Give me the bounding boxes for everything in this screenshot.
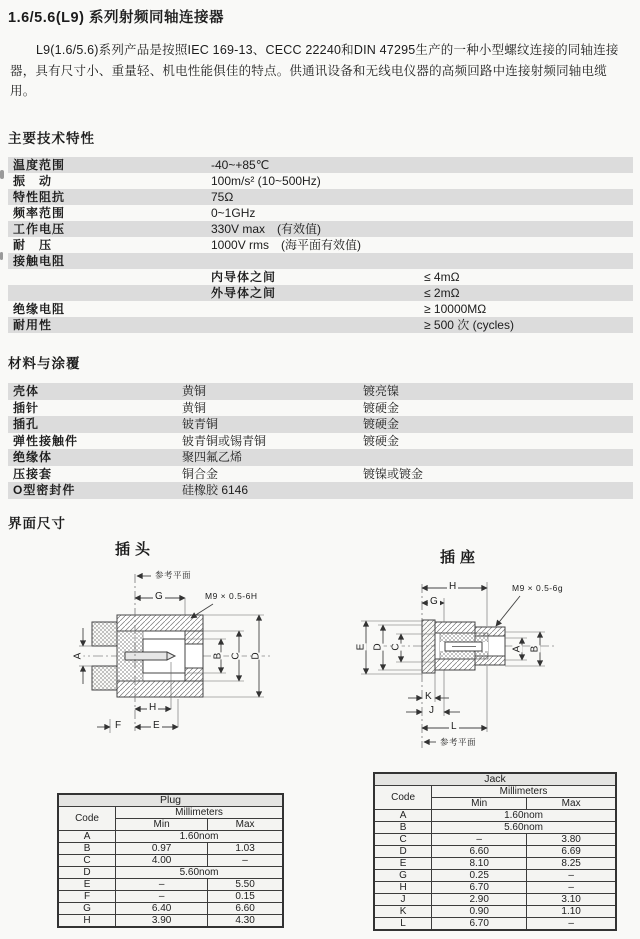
spec-label bbox=[13, 285, 211, 301]
spec-value bbox=[211, 301, 424, 317]
table-row: B 0.97 1.03 bbox=[58, 843, 283, 855]
jack-dim-b: B bbox=[529, 645, 541, 653]
spec-label: 接触电阻 bbox=[13, 254, 66, 268]
scan-artifact bbox=[0, 170, 4, 179]
page-title: 1.6/5.6(L9) 系列射频同轴连接器 bbox=[8, 10, 224, 26]
plug-dim-b: B bbox=[212, 652, 224, 660]
jack-dim-j: J bbox=[429, 705, 434, 716]
plug-dim-f: F bbox=[115, 720, 122, 731]
spec-limit bbox=[424, 253, 633, 269]
spec-label bbox=[13, 269, 211, 285]
plug-dim-c: C bbox=[230, 652, 242, 660]
spec-value: 内导体之间 bbox=[211, 270, 277, 284]
jack-col-mm: Millimeters bbox=[432, 786, 616, 798]
table-row: H 3.90 4.30 bbox=[58, 915, 283, 928]
plug-col-mm: Millimeters bbox=[116, 807, 283, 819]
table-row: D 6.60 6.69 bbox=[374, 846, 616, 858]
material-plating: 镀硬金 bbox=[363, 400, 400, 415]
jack-dim-g: G bbox=[430, 596, 438, 607]
material-row bbox=[8, 466, 633, 483]
material-name: 黄铜 bbox=[182, 400, 207, 415]
table-row: E – 5.50 bbox=[58, 879, 283, 891]
spec-row bbox=[8, 237, 633, 253]
plug-dim-g: G bbox=[155, 591, 163, 602]
spec-row bbox=[8, 269, 633, 285]
table-row: G 0.25 – bbox=[374, 870, 616, 882]
spec-row bbox=[8, 317, 633, 333]
spec-value: 0~1GHz bbox=[211, 206, 256, 220]
table-row: E 8.10 8.25 bbox=[374, 858, 616, 870]
plug-drawing-canvas bbox=[55, 536, 335, 786]
table-row: A 1.60nom bbox=[374, 810, 616, 822]
interface-heading: 界面尺寸 bbox=[8, 516, 66, 531]
material-part: 弹性接触件 bbox=[13, 433, 79, 448]
table-row: L 6.70 – bbox=[374, 918, 616, 931]
spec-label: 耐用性 bbox=[13, 318, 53, 332]
jack-dim-a: A bbox=[511, 645, 523, 653]
material-name: 铜合金 bbox=[182, 466, 219, 481]
jack-table-title: Jack bbox=[374, 773, 616, 786]
plug-col-code: Code bbox=[58, 807, 116, 831]
jack-col-code: Code bbox=[374, 786, 432, 810]
spec-limit: ≤ 4mΩ bbox=[424, 270, 460, 284]
spec-limit bbox=[424, 237, 633, 253]
material-part: 压接套 bbox=[13, 466, 53, 481]
jack-dim-d: D bbox=[372, 643, 384, 651]
material-name: 硅橡胶 6146 bbox=[182, 483, 249, 497]
table-row: B 5.60nom bbox=[374, 822, 616, 834]
spec-value: 外导体之间 bbox=[211, 286, 277, 300]
material-name: 铍青铜 bbox=[182, 417, 219, 431]
spec-label: 温度范围 bbox=[13, 158, 66, 172]
material-row bbox=[8, 433, 633, 450]
spec-value: 1000V rms (海平面有效值) bbox=[211, 238, 362, 252]
plug-col-min: Min bbox=[116, 819, 208, 831]
plug-thread-label: M9 × 0.5-6H bbox=[205, 591, 258, 601]
table-row: D 5.60nom bbox=[58, 867, 283, 879]
spec-table bbox=[8, 157, 633, 333]
spec-limit bbox=[424, 221, 633, 237]
material-plating bbox=[363, 482, 633, 499]
material-name: 铍青铜或锡青铜 bbox=[182, 433, 267, 448]
material-row bbox=[8, 400, 633, 417]
table-row: C – 3.80 bbox=[374, 834, 616, 846]
spec-row bbox=[8, 205, 633, 221]
spec-value: -40~+85℃ bbox=[211, 158, 270, 172]
spec-limit bbox=[424, 157, 633, 173]
jack-col-max: Max bbox=[527, 798, 616, 810]
jack-dim-e: E bbox=[355, 643, 367, 651]
jack-ref-plane-label: 参考平面 bbox=[440, 737, 477, 747]
spec-label: 频率范围 bbox=[13, 206, 66, 220]
jack-drawing-canvas bbox=[352, 542, 640, 777]
material-row bbox=[8, 416, 633, 433]
materials-table bbox=[8, 383, 633, 499]
plug-table-title: Plug bbox=[58, 794, 283, 807]
jack-dim-k: K bbox=[425, 691, 432, 702]
spec-row bbox=[8, 221, 633, 237]
material-name: 黄铜 bbox=[182, 384, 207, 398]
jack-dim-h: H bbox=[449, 581, 457, 592]
table-row: A 1.60nom bbox=[58, 831, 283, 843]
jack-col-min: Min bbox=[432, 798, 527, 810]
spec-value: 330V max (有效值) bbox=[211, 222, 322, 236]
material-plating bbox=[363, 449, 633, 466]
spec-row bbox=[8, 253, 633, 269]
table-row: H 6.70 – bbox=[374, 882, 616, 894]
plug-ref-plane-label: 参考平面 bbox=[155, 570, 192, 580]
spec-row bbox=[8, 189, 633, 205]
material-part: 壳体 bbox=[13, 384, 40, 398]
spec-value bbox=[211, 253, 424, 269]
plug-dim-a: A bbox=[72, 652, 84, 660]
spec-label: 特性阻抗 bbox=[13, 190, 66, 204]
table-row: C 4.00 – bbox=[58, 855, 283, 867]
spec-value bbox=[211, 317, 424, 333]
spec-limit: ≥ 10000MΩ bbox=[424, 302, 487, 316]
spec-row bbox=[8, 301, 633, 317]
spec-limit bbox=[424, 205, 633, 221]
material-name: 聚四氟乙烯 bbox=[182, 450, 243, 464]
spec-limit: ≤ 2mΩ bbox=[424, 286, 460, 300]
spec-limit bbox=[424, 189, 633, 205]
material-plating: 镀镍或镀金 bbox=[363, 466, 424, 481]
spec-row bbox=[8, 157, 633, 173]
plug-drawing-title: 插头 bbox=[115, 541, 156, 558]
table-row: G 6.40 6.60 bbox=[58, 903, 283, 915]
spec-value: 100m/s² (10~500Hz) bbox=[211, 174, 321, 188]
spec-row bbox=[8, 173, 633, 189]
spec-label: 工作电压 bbox=[13, 222, 66, 236]
spec-limit bbox=[424, 173, 633, 189]
jack-thread-label: M9 × 0.5-6g bbox=[512, 583, 564, 593]
spec-limit: ≥ 500 次 (cycles) bbox=[424, 318, 514, 332]
scan-artifact bbox=[0, 252, 3, 260]
spec-label: 绝缘电阻 bbox=[13, 302, 66, 316]
material-part: O型密封件 bbox=[13, 483, 76, 497]
plug-dim-d: D bbox=[250, 652, 262, 660]
spec-row bbox=[8, 285, 633, 301]
material-row bbox=[8, 383, 633, 400]
materials-heading: 材料与涂覆 bbox=[8, 356, 81, 371]
table-row: J 2.90 3.10 bbox=[374, 894, 616, 906]
intro-paragraph: L9(1.6/5.6)系列产品是按照IEC 169-13、CECC 22240和DIN 47295生产的一种小型螺纹连接的同轴连接器，具有尺寸小、重量轻、机电性能俱佳的特点。供通讯设备和无线电仪器的高频回路中连接射频同轴电缆用。 bbox=[10, 43, 619, 98]
spec-label: 耐 压 bbox=[13, 238, 53, 252]
material-plating: 镀硬金 bbox=[363, 417, 400, 431]
material-part: 绝缘体 bbox=[13, 450, 53, 464]
plug-dim-table bbox=[57, 793, 284, 928]
plug-col-max: Max bbox=[208, 819, 283, 831]
material-part: 插针 bbox=[13, 400, 40, 415]
jack-dim-table bbox=[373, 772, 617, 931]
table-row: F – 0.15 bbox=[58, 891, 283, 903]
spec-value: 75Ω bbox=[211, 190, 234, 204]
plug-dim-h: H bbox=[149, 702, 157, 713]
material-row bbox=[8, 482, 633, 499]
specs-heading: 主要技术特性 bbox=[8, 131, 95, 146]
jack-dim-c: C bbox=[390, 643, 402, 651]
material-plating: 镀亮镍 bbox=[363, 384, 400, 398]
material-row bbox=[8, 449, 633, 466]
material-part: 插孔 bbox=[13, 417, 40, 431]
table-row: K 0.90 1.10 bbox=[374, 906, 616, 918]
plug-dim-e: E bbox=[153, 720, 160, 731]
jack-dim-l: L bbox=[451, 721, 457, 732]
jack-drawing-title: 插座 bbox=[440, 549, 481, 566]
spec-label: 振 动 bbox=[13, 174, 53, 188]
jack-drawing bbox=[352, 542, 640, 777]
plug-drawing bbox=[55, 536, 335, 786]
material-plating: 镀硬金 bbox=[363, 433, 400, 448]
